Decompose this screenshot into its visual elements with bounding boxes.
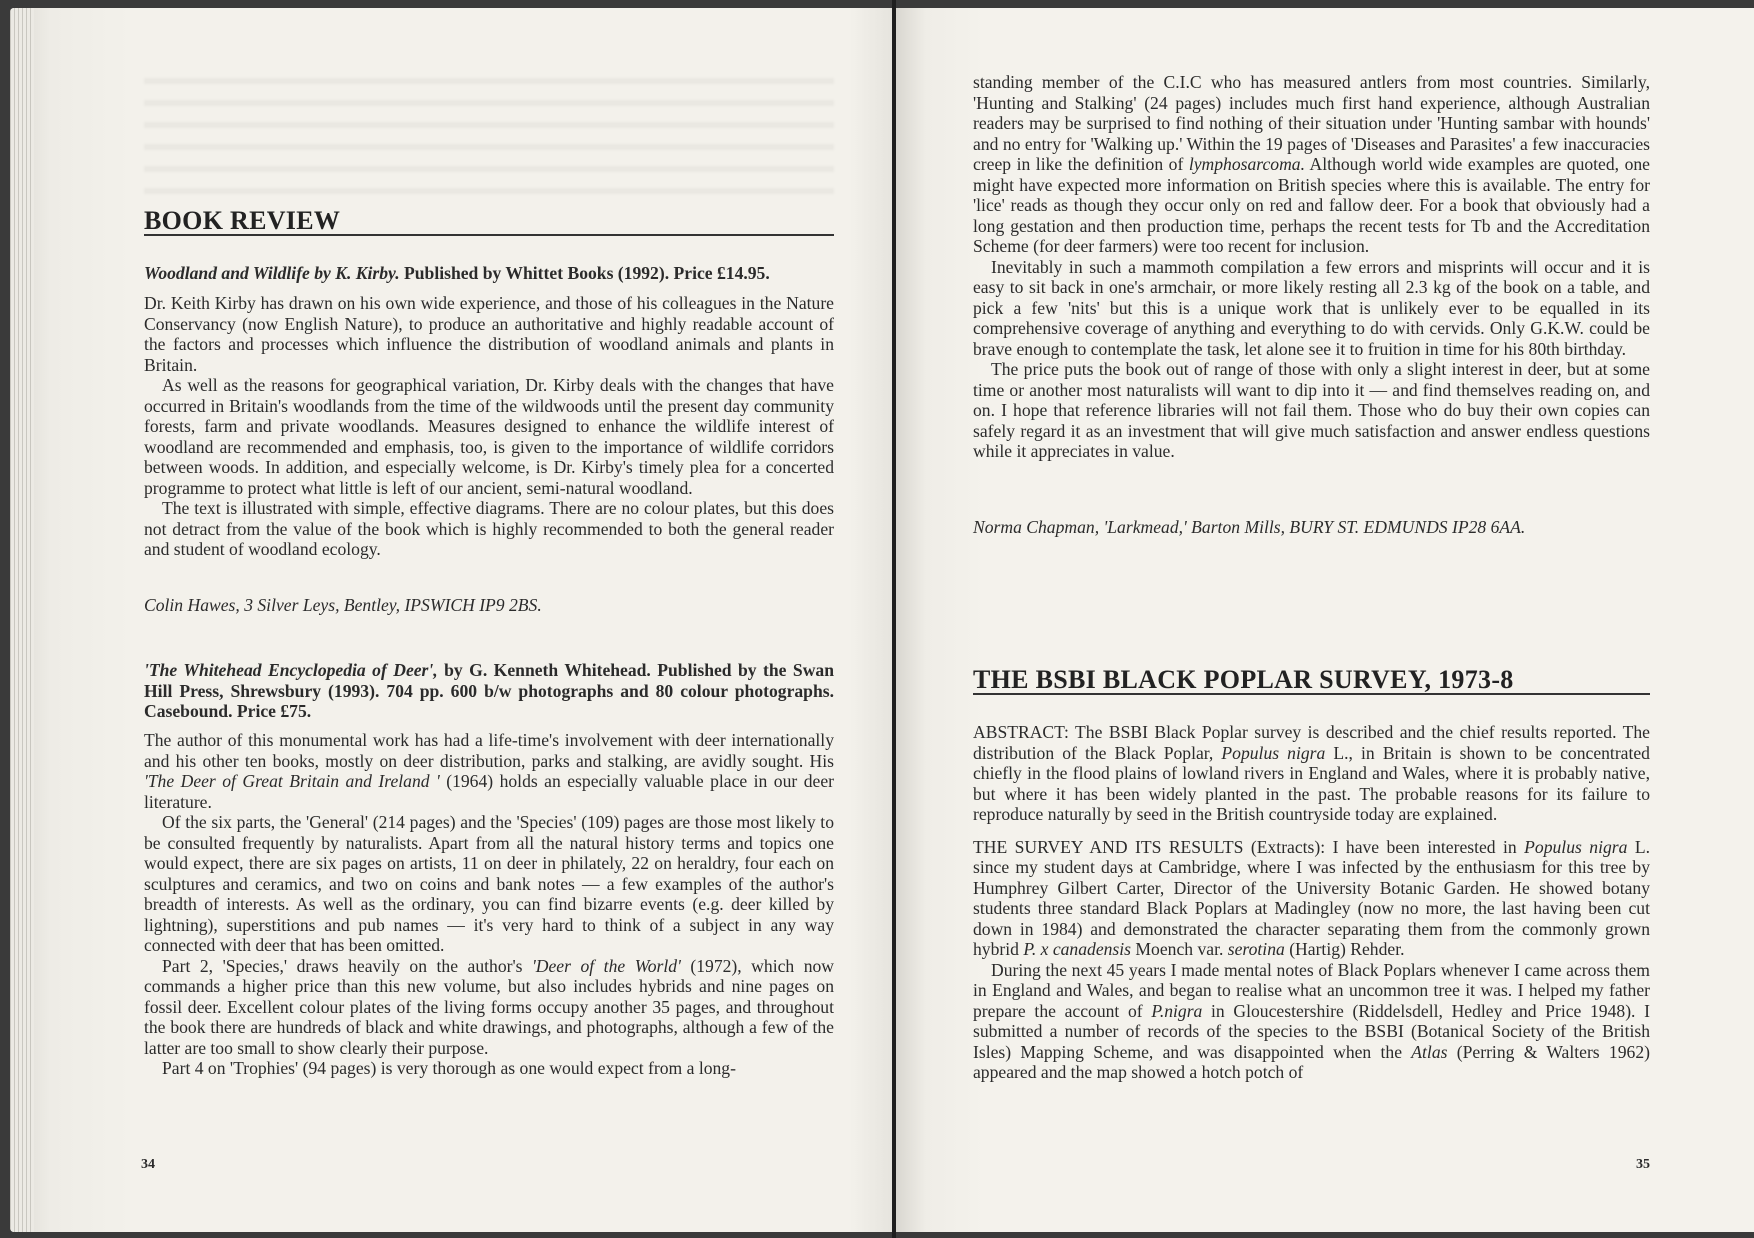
review2-paragraph: The author of this monumental work has had a life-time's involvement with deer internationally and his other ten books, mostly on deer distribution, parks and stalking, are avidly sought. His 'The Deer of Great Britain and Ireland ' (1964) holds an especially valuable place in our deer literature. [144, 730, 834, 812]
review2-signature: Norma Chapman, 'Larkmead,' Barton Mills, BURY ST. EDMUNDS IP28 6AA. [973, 517, 1526, 537]
review2-paragraph: Part 2, 'Species,' draws heavily on the author's 'Deer of the World' (1972), which now commands a higher price than this new volume, but also includes hybrids and nine pages on fossil deer. Excellent colour plates of the living forms occupy another 35 pages, and throughout the book there are hundreds of black and white drawings, and photographs, although a few of the latter are too small to show clearly their purpose. [144, 955, 835, 1058]
show-through-text [144, 78, 834, 198]
review1-reference [144, 263, 834, 284]
book-review-heading: BOOK REVIEW [144, 211, 834, 236]
review2-reference [144, 660, 834, 722]
page-number-right: 35 [1636, 1157, 1650, 1172]
article-body [973, 722, 1650, 1083]
review2-book-title: 'The Whitehead Encyclopedia of Deer', [144, 660, 438, 680]
review1-signature: Colin Hawes, 3 Silver Leys, Bentley, IPSWICH IP9 2BS. [144, 595, 542, 615]
page-edge [10, 8, 34, 1232]
page-number-left: 34 [141, 1157, 155, 1172]
continuation-paragraph: standing member of the C.I.C who has measured antlers from most countries. Similarly, 'Hunting and Stalking' (24 pages) includes much first hand experience, although Australian readers may be surprised to find nothing of their situation under 'Hunting sambar with hounds' and no entry for 'Walking up.' Within the 19 pages of 'Diseases and Parasites' a few inaccuracies creep in like the definition of lymphosarcoma. Although world wide examples are quoted, one might have expected more information on British species where this is available. The entry for 'lice' reads as though they occur only on red and fallow deer. For a book that obviously had a long gestation and then production time, perhaps the recent tests for Tb and the Accreditation Scheme (for deer farmers) were too recent for inclusion. [973, 72, 1650, 256]
review1-body [144, 293, 834, 560]
review1-book-title: Woodland and Wildlife by K. Kirby. [144, 263, 400, 283]
survey-paragraph: During the next 45 years I made mental notes of Black Poplars whenever I came across them in England and Wales, and began to realise what an uncommon tree it was. I helped my father prepare the account of P.nigra in Gloucestershire (Riddelsdell, Hedley and Price 1948). I submitted a number of records of the species to the BSBI (Botanical Society of the British Isles) Mapping Scheme, and was disappointed when the Atlas (Perring & Walters 1962) appeared and the map showed a hotch potch of [973, 959, 1651, 1082]
abstract-paragraph: ABSTRACT: The BSBI Black Poplar survey is described and the chief results reported. The distribution of the Black Poplar, Populus nigra L., in Britain is shown to be concentrated chiefly in the flood plains of lowland rivers in England and Wales, where it is probably native, but where it has been widely planted in the past. The probable reasons for its failure to reproduce naturally by seed in the British countryside today are explained. [973, 722, 1650, 824]
review1-paragraph: The text is illustrated with simple, effective diagrams. There are no colour plates, but this does not detract from the value of the book which is highly recommended to both the general reader and student of woodland ecology. [144, 498, 834, 559]
review1-paragraph: As well as the reasons for geographical variation, Dr. Kirby deals with the changes that have occurred in Britain's woodlands from the time of the wildwoods until the present day community forests, farm and private woodlands. Measures designed to enhance the wildlife interest of woodland are recommended and emphasis, too, is given to the importance of wildlife corridors between woods. In addition, and especially welcome, is Dr. Kirby's timely plea for a concerted programme to protect what little is left of our ancient, semi-natural woodland. [144, 375, 834, 498]
review2-continuation [973, 72, 1650, 462]
review2-publisher: by G. Kenneth Whitehead. Published by the Swan Hill Press, Shrewsbury (1993). 704 pp. 600 b/w photographs and 80 colour photographs. Casebound. Price £75. [144, 660, 834, 721]
review2-body [144, 730, 834, 1079]
survey-paragraph: THE SURVEY AND ITS RESULTS (Extracts): I have been interested in Populus nigra L. since my student days at Cambridge, where I was infected by the enthusiasm for this tree by Humphrey Gilbert Carter, Director of the University Botanic Garden. He showed botany students three standard Black Poplars at Madingley (now no more, the last having been cut down in 1984) and demonstrated the character separating them from the commonly grown hybrid P. x canadensis Moench var. serotina (Hartig) Rehder. [973, 836, 1651, 959]
review2-paragraph: Of the six parts, the 'General' (214 pages) and the 'Species' (109) pages are those most likely to be consulted frequently by naturalists. Apart from all the natural history terms and topics one would expect, there are six pages on artists, 11 on deer in philately, 22 on heraldry, four each on sculptures and ceramics, and two on coins and bank notes — a few examples of the author's breadth of interests. As well as the ordinary, you can find bizarre events (e.g. deer killed by lightning), superstitions and pub names — it's very hard to think of a subject in any way connected with deer that has been omitted. [144, 812, 834, 955]
review2-paragraph: Part 4 on 'Trophies' (94 pages) is very thorough as one would expect from a long- [162, 1058, 736, 1078]
continuation-paragraph: The price puts the book out of range of those with only a slight interest in deer, but at some time or another most naturalists will want to dip into it — and find themselves reading on, and on. I hope that reference libraries will not fail them. Those who do buy their own copies can safely regard it as an investment that will give much satisfaction and answer endless questions while it appreciates in value. [973, 359, 1650, 461]
right-page [896, 8, 1754, 1232]
review1-paragraph: Dr. Keith Kirby has drawn on his own wide experience, and those of his colleagues in the Nature Conservancy (now English Nature), to produce an authoritative and highly readable account of the factors and processes which influence the distribution of woodland animals and plants in Britain. [144, 293, 834, 375]
review1-publisher: Published by Whittet Books (1992). Price £14.95. [399, 263, 770, 283]
left-page [10, 8, 892, 1232]
continuation-paragraph: Inevitably in such a mammoth compilation a few errors and misprints will occur and it is easy to sit back in one's armchair, or more likely resting all 2.3 kg of the book on a table, and pick a few 'nits' but this is a unique work that is unlikely ever to be equalled in its comprehensive coverage of anything and everything to do with cervids. Only G.K.W. could be brave enough to contemplate the task, let alone see it to fruition in time for his 80th birthday. [973, 256, 1650, 359]
black-poplar-heading: THE BSBI BLACK POPLAR SURVEY, 1973-8 [973, 670, 1650, 695]
